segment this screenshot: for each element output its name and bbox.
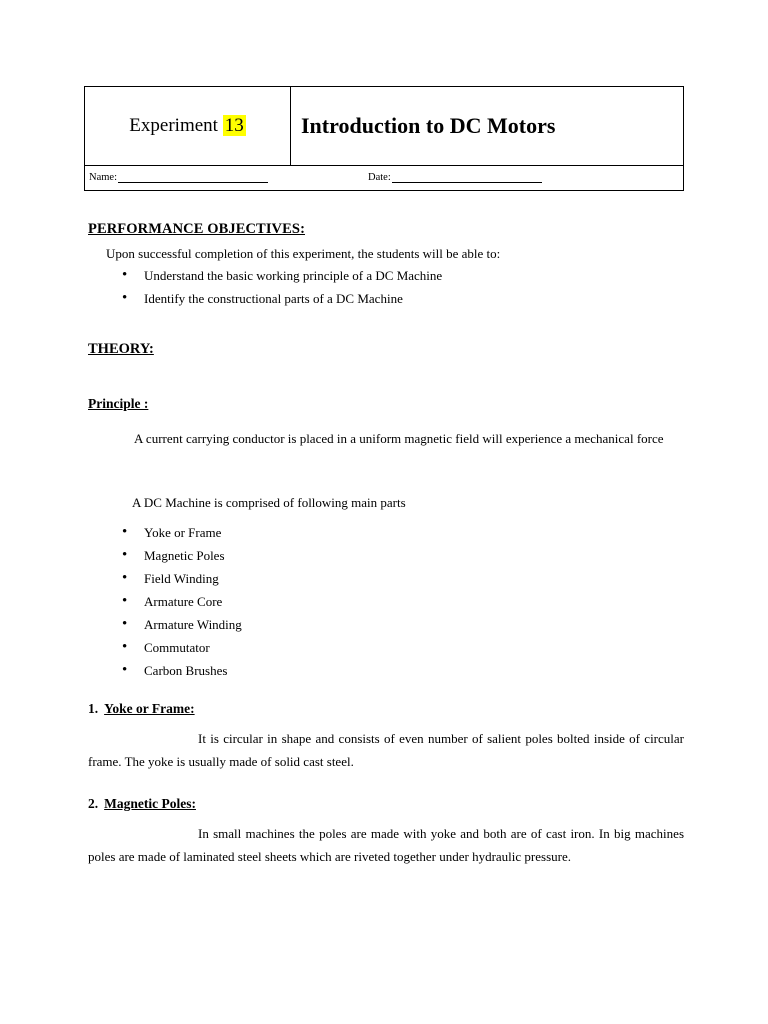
name-label: Name: <box>89 172 117 183</box>
section-2-heading <box>88 796 684 812</box>
page-title: Introduction to DC Motors <box>301 112 556 138</box>
experiment-cell <box>85 87 291 166</box>
list-item: • Magnetic Poles <box>144 548 684 564</box>
list-item: • Armature Winding <box>144 617 684 633</box>
list-item: • Armature Core <box>144 594 684 610</box>
section-1-heading <box>88 701 684 717</box>
list-item: • Commutator <box>144 640 684 656</box>
experiment-number-highlight: 13 <box>224 115 244 136</box>
header-table <box>84 86 684 191</box>
date-label: Date: <box>368 172 391 183</box>
parts-intro: A DC Machine is comprised of following main parts <box>132 494 406 510</box>
principle-paragraph: A current carrying conductor is placed in a uniform magnetic field will experience a mechanical force <box>134 431 664 446</box>
name-blank-rule[interactable] <box>118 173 268 183</box>
list-item: • Identify the constructional parts of a DC Machine <box>144 291 684 307</box>
section-2-number: 2. <box>88 795 99 811</box>
section-1-text: It is circular in shape and consists of even number of salient poles bolted inside of circular frame. The yoke is usually made of solid cast steel. <box>88 730 684 770</box>
list-item: • Understand the basic working principle of a DC Machine <box>144 268 684 284</box>
date-blank-rule[interactable] <box>392 173 542 183</box>
section-1-number: 1. <box>88 700 99 716</box>
title-cell <box>291 87 684 166</box>
objectives-list <box>84 268 684 307</box>
list-item: • Field Winding <box>144 571 684 587</box>
list-item: • Yoke or Frame <box>144 525 684 541</box>
principle-heading: Principle : <box>88 396 149 411</box>
objectives-heading: PERFORMANCE OBJECTIVES: <box>88 221 305 237</box>
experiment-label: Experiment <box>129 115 218 136</box>
section-2-text: In small machines the poles are made with yoke and both are of cast iron. In big machines poles are made of laminated steel sheets which are riveted together under hydraulic pressure. <box>88 825 684 864</box>
list-item: • Carbon Brushes <box>144 663 684 679</box>
parts-list <box>84 525 684 679</box>
theory-heading: THEORY: <box>88 341 154 357</box>
objectives-intro: Upon successful completion of this experiment, the students will be able to: <box>106 246 501 261</box>
name-date-cell <box>85 166 684 191</box>
section-2-title: Magnetic Poles: <box>104 795 196 811</box>
section-1-title: Yoke or Frame: <box>104 700 195 716</box>
